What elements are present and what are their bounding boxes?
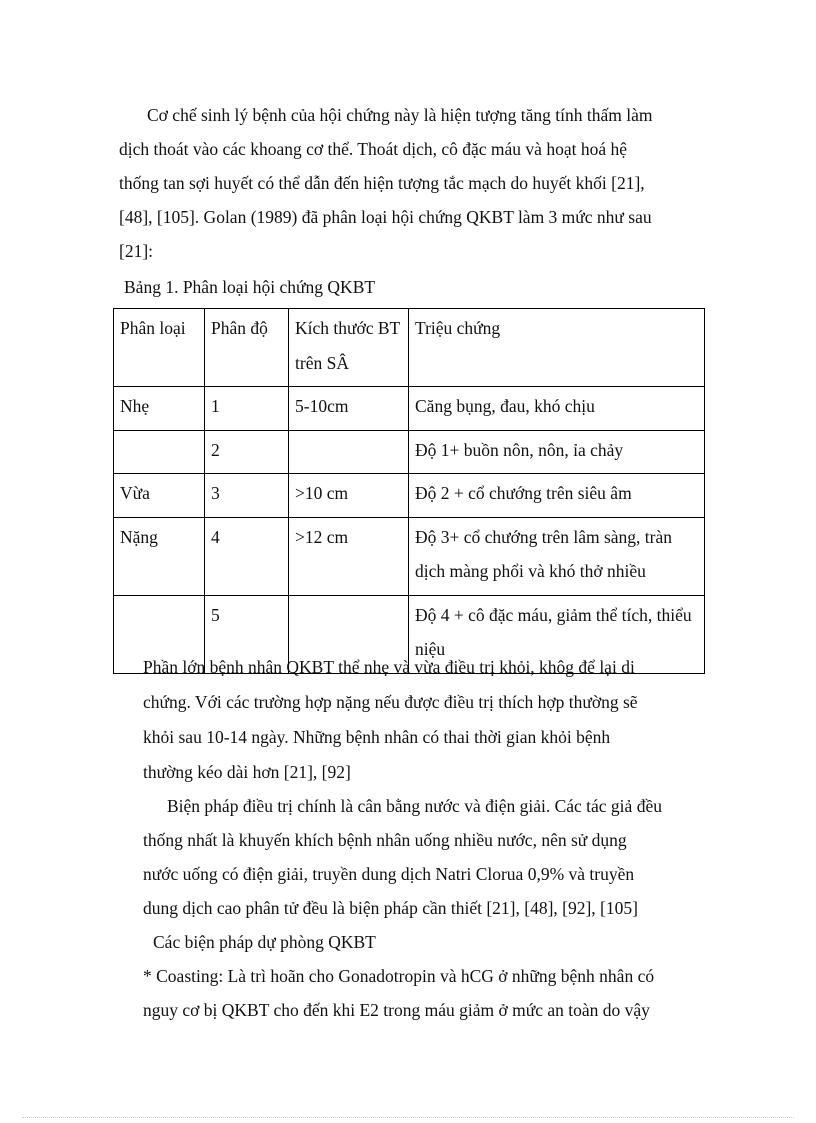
header-cell-ovary-size: Kích thước BT trên SÂ bbox=[289, 309, 409, 387]
paragraph-3-line-1: Biện pháp điều trị chính là cân bằng nước và điện giải. Các tác giả đều bbox=[167, 796, 662, 816]
table-cell: Độ 2 + cổ chướng trên siêu âm bbox=[409, 474, 705, 518]
table-cell: 1 bbox=[205, 387, 289, 431]
paragraph-2-line-3: khỏi sau 10-14 ngày. Những bệnh nhân có thai thời gian khỏi bệnh bbox=[143, 727, 611, 747]
table-cell: 4 bbox=[205, 517, 289, 595]
header-cell-symptoms: Triệu chứng bbox=[409, 309, 705, 387]
page-bottom-rule bbox=[22, 1117, 794, 1118]
table-cell: Căng bụng, đau, khó chịu bbox=[409, 387, 705, 431]
table-row bbox=[114, 474, 705, 518]
paragraph-1-line-5: [21]: bbox=[119, 241, 154, 261]
table-header-row bbox=[114, 309, 705, 387]
classification-table bbox=[113, 308, 705, 674]
paragraph-3-line-4: dung dịch cao phân tử đều là biện pháp cần thiết [21], [48], [92], [105] bbox=[143, 898, 638, 918]
table-row bbox=[114, 517, 705, 595]
table-cell: 3 bbox=[205, 474, 289, 518]
paragraph-1-line-2: dịch thoát vào các khoang cơ thể. Thoát dịch, cô đặc máu và hoạt hoá hệ bbox=[119, 139, 627, 159]
paragraph-4-line-1: * Coasting: Là trì hoãn cho Gonadotropin và hCG ở những bệnh nhân có bbox=[143, 966, 655, 986]
paragraph-2-line-4: thường kéo dài hơn [21], [92] bbox=[143, 762, 351, 782]
header-cell-grade: Phân độ bbox=[205, 309, 289, 387]
table-cell: 5-10cm bbox=[289, 387, 409, 431]
subheading-prevention: Các biện pháp dự phòng QKBT bbox=[153, 932, 376, 952]
table-caption: Bảng 1. Phân loại hội chứng QKBT bbox=[124, 277, 376, 297]
header-cell-classification: Phân loại bbox=[114, 309, 205, 387]
table-cell: Độ 3+ cổ chướng trên lâm sàng, tràn dịch màng phổi và khó thở nhiều bbox=[409, 517, 705, 595]
table-cell: Vừa bbox=[114, 474, 205, 518]
table-cell: Nặng bbox=[114, 517, 205, 595]
table-cell: Nhẹ bbox=[114, 387, 205, 431]
table-cell: Độ 4 + cô đặc máu, giảm thể tích, thiểu niệu bbox=[409, 595, 705, 673]
table-row bbox=[114, 430, 705, 474]
table-row bbox=[114, 387, 705, 431]
table-cell: 2 bbox=[205, 430, 289, 474]
table-cell bbox=[289, 430, 409, 474]
paragraph-1-line-3: thống tan sợi huyết có thể dẫn đến hiện tượng tắc mạch do huyết khối [21], bbox=[119, 173, 645, 193]
table-cell: >10 cm bbox=[289, 474, 409, 518]
table-cell: >12 cm bbox=[289, 517, 409, 595]
table-cell: Độ 1+ buồn nôn, nôn, ỉa chảy bbox=[409, 430, 705, 474]
paragraph-3-line-3: nước uống có điện giải, truyền dung dịch Natri Clorua 0,9% và truyền bbox=[143, 864, 635, 884]
paragraph-1-line-1: Cơ chế sinh lý bệnh của hội chứng này là hiện tượng tăng tính thấm làm bbox=[147, 105, 653, 125]
paragraph-2-line-1: Phần lớn bệnh nhân QKBT thể nhẹ và vừa điều trị khỏi, khôg để lại di bbox=[143, 657, 635, 677]
paragraph-3-line-2: thống nhất là khuyến khích bệnh nhân uống nhiều nước, nên sử dụng bbox=[143, 830, 627, 850]
paragraph-2-line-2: chứng. Với các trường hợp nặng nếu được điều trị thích hợp thường sẽ bbox=[143, 692, 638, 712]
paragraph-4-line-2: nguy cơ bị QKBT cho đến khi E2 trong máu giảm ở mức an toàn do vậy bbox=[143, 1000, 650, 1020]
paragraph-1-line-4: [48], [105]. Golan (1989) đã phân loại hội chứng QKBT làm 3 mức như sau bbox=[119, 207, 652, 227]
table-cell bbox=[114, 430, 205, 474]
table-cell: 5 bbox=[205, 595, 289, 673]
